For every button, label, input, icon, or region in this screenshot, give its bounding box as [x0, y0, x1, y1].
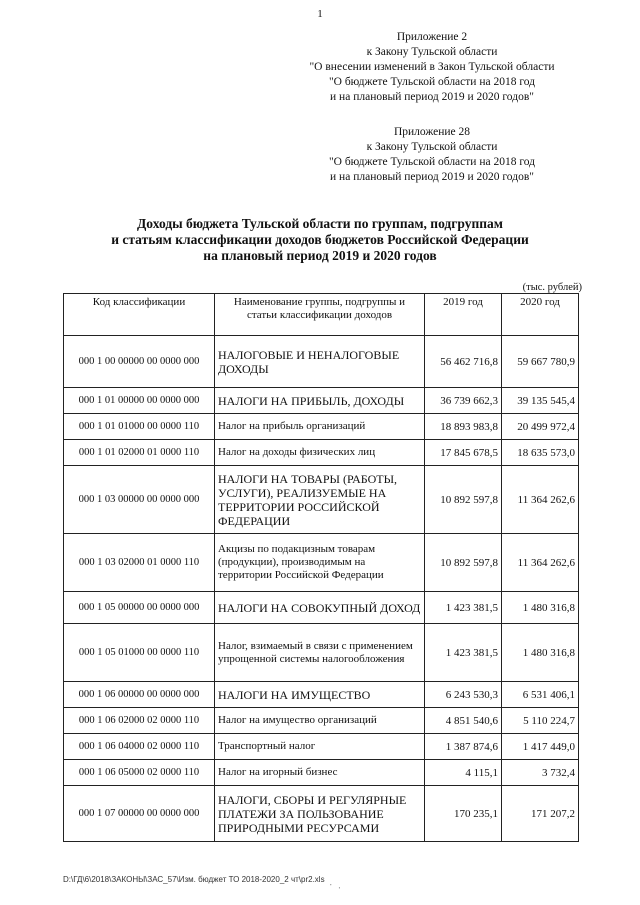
appendix-2-line: "О внесении изменений в Закон Тульской области	[309, 61, 555, 73]
table-row	[64, 592, 579, 624]
table-row	[64, 440, 579, 466]
code-cell: 000 1 07 00000 00 0000 000	[64, 786, 215, 842]
value-2020-cell: 3 732,4	[502, 760, 579, 786]
table-header-row	[64, 294, 579, 336]
header-code: Код классификации	[64, 294, 215, 336]
value-2019-cell: 1 423 381,5	[425, 592, 502, 624]
table-row	[64, 760, 579, 786]
value-2019-cell: 10 892 597,8	[425, 466, 502, 534]
revenue-table	[63, 293, 579, 842]
table-row	[64, 414, 579, 440]
value-2019-cell: 4 851 540,6	[425, 708, 502, 734]
name-cell: Налог на имущество организаций	[215, 708, 425, 734]
table-row	[64, 336, 579, 388]
value-2020-cell: 11 364 262,6	[502, 534, 579, 592]
value-2020-cell: 5 110 224,7	[502, 708, 579, 734]
name-cell: Налог на прибыль организаций	[215, 414, 425, 440]
header-name: Наименование группы, подгруппы и статьи классификации доходов	[215, 294, 425, 336]
table-row	[64, 624, 579, 682]
appendix-28-line: Приложение 28	[393, 126, 471, 138]
code-cell: 000 1 06 04000 02 0000 110	[64, 734, 215, 760]
title-line: и статьям классификации доходов бюджетов Российской Федерации	[111, 232, 529, 247]
name-cell: Налог на игорный бизнес	[215, 760, 425, 786]
value-2020-cell: 11 364 262,6	[502, 466, 579, 534]
header-2019: 2019 год	[425, 294, 502, 336]
value-2020-cell: 1 480 316,8	[502, 624, 579, 682]
table-row	[64, 708, 579, 734]
code-cell: 000 1 03 00000 00 0000 000	[64, 466, 215, 534]
appendix-2-line: Приложение 2	[396, 31, 468, 43]
scan-artifact: · · ·	[318, 876, 345, 894]
appendix-2-line: и на плановый период 2019 и 2020 годов"	[330, 91, 534, 103]
code-cell: 000 1 06 02000 02 0000 110	[64, 708, 215, 734]
appendix-28-line: к Закону Тульской области	[366, 141, 498, 153]
name-cell: Налог на доходы физических лиц	[215, 440, 425, 466]
table-body	[64, 336, 579, 842]
value-2019-cell: 6 243 530,3	[425, 682, 502, 708]
name-cell: НАЛОГОВЫЕ И НЕНАЛОГОВЫЕ ДОХОДЫ	[215, 336, 425, 388]
value-2019-cell: 1 387 874,6	[425, 734, 502, 760]
value-2019-cell: 1 423 381,5	[425, 624, 502, 682]
name-cell: НАЛОГИ НА ТОВАРЫ (РАБОТЫ, УСЛУГИ), РЕАЛИЗУЕМЫЕ НА ТЕРРИТОРИИ РОССИЙСКОЙ ФЕДЕРАЦИИ	[215, 466, 425, 534]
value-2019-cell: 4 115,1	[425, 760, 502, 786]
name-cell: НАЛОГИ, СБОРЫ И РЕГУЛЯРНЫЕ ПЛАТЕЖИ ЗА ПОЛЬЗОВАНИЕ ПРИРОДНЫМИ РЕСУРСАМИ	[215, 786, 425, 842]
table-row	[64, 786, 579, 842]
name-cell: НАЛОГИ НА ИМУЩЕСТВО	[215, 682, 425, 708]
value-2020-cell: 20 499 972,4	[502, 414, 579, 440]
name-cell: НАЛОГИ НА СОВОКУПНЫЙ ДОХОД	[215, 592, 425, 624]
value-2020-cell: 1 417 449,0	[502, 734, 579, 760]
name-cell: Акцизы по подакцизным товарам (продукции), производимым на территории Российской Федерации	[215, 534, 425, 592]
value-2020-cell: 6 531 406,1	[502, 682, 579, 708]
value-2019-cell: 17 845 678,5	[425, 440, 502, 466]
page-number: 1	[317, 8, 323, 20]
value-2019-cell: 18 893 983,8	[425, 414, 502, 440]
document-title	[0, 216, 640, 264]
code-cell: 000 1 06 05000 02 0000 110	[64, 760, 215, 786]
unit-note: (тыс. рублей)	[522, 282, 582, 293]
appendix-28-line: "О бюджете Тульской области на 2018 год	[328, 156, 536, 168]
value-2019-cell: 10 892 597,8	[425, 534, 502, 592]
appendix-2-block	[282, 30, 582, 105]
value-2019-cell: 36 739 662,3	[425, 388, 502, 414]
code-cell: 000 1 03 02000 01 0000 110	[64, 534, 215, 592]
table-row	[64, 682, 579, 708]
appendix-2-line: к Закону Тульской области	[366, 46, 498, 58]
code-cell: 000 1 00 00000 00 0000 000	[64, 336, 215, 388]
title-line: на плановый период 2019 и 2020 годов	[203, 248, 437, 263]
value-2019-cell: 170 235,1	[425, 786, 502, 842]
name-cell: Налог, взимаемый в связи с применением упрощенной системы налогообложения	[215, 624, 425, 682]
value-2020-cell: 39 135 545,4	[502, 388, 579, 414]
code-cell: 000 1 01 02000 01 0000 110	[64, 440, 215, 466]
appendix-28-line: и на плановый период 2019 и 2020 годов"	[330, 171, 534, 183]
code-cell: 000 1 06 00000 00 0000 000	[64, 682, 215, 708]
table-row	[64, 388, 579, 414]
file-path-footer: D:\ГД\6\2018\ЗАКОНЫ\ЗАС_57\Изм. бюджет ТО 2018-2020_2 чт\pr2.xls	[63, 875, 325, 884]
appendix-28-block	[282, 125, 582, 185]
table-row	[64, 466, 579, 534]
value-2020-cell: 171 207,2	[502, 786, 579, 842]
table-row	[64, 734, 579, 760]
value-2020-cell: 18 635 573,0	[502, 440, 579, 466]
value-2019-cell: 56 462 716,8	[425, 336, 502, 388]
code-cell: 000 1 01 00000 00 0000 000	[64, 388, 215, 414]
code-cell: 000 1 05 01000 00 0000 110	[64, 624, 215, 682]
value-2020-cell: 59 667 780,9	[502, 336, 579, 388]
appendix-2-line: "О бюджете Тульской области на 2018 год	[328, 76, 536, 88]
name-cell: НАЛОГИ НА ПРИБЫЛЬ, ДОХОДЫ	[215, 388, 425, 414]
title-line: Доходы бюджета Тульской области по группам, подгруппам	[137, 216, 503, 231]
table-row	[64, 534, 579, 592]
code-cell: 000 1 05 00000 00 0000 000	[64, 592, 215, 624]
value-2020-cell: 1 480 316,8	[502, 592, 579, 624]
header-2020: 2020 год	[502, 294, 579, 336]
name-cell: Транспортный налог	[215, 734, 425, 760]
code-cell: 000 1 01 01000 00 0000 110	[64, 414, 215, 440]
